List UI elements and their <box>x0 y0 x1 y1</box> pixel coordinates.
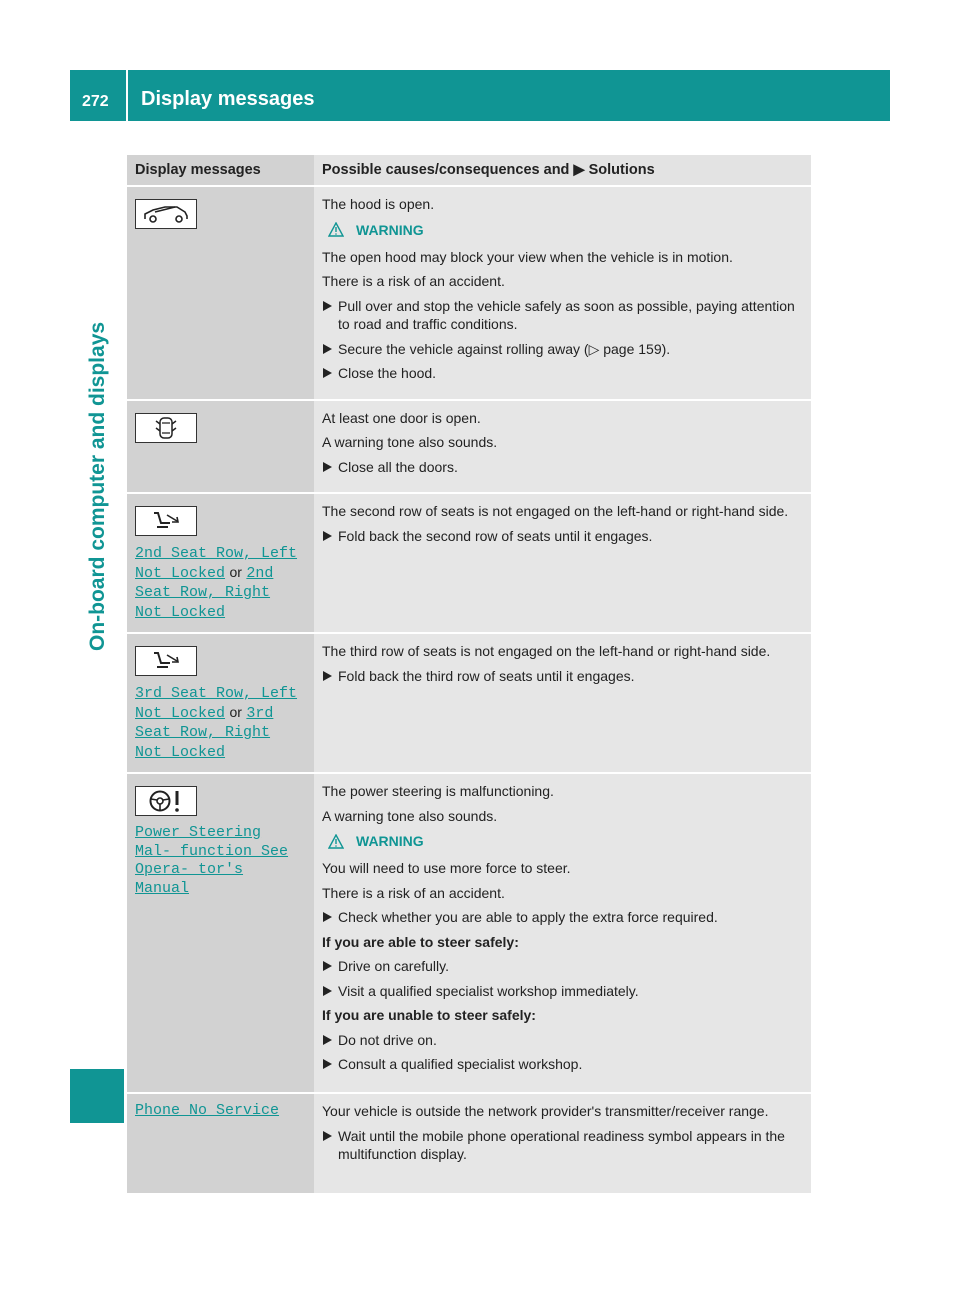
solution-step: Drive on carefully. <box>322 957 803 976</box>
display-message: 3rd Seat Row, Right Not Locked <box>135 704 274 761</box>
or-text: or <box>229 563 242 580</box>
solution-step: Check whether you are able to apply the extra force required. <box>322 908 803 927</box>
table-header-row <box>127 155 811 186</box>
section-label: On-board computer and displays <box>86 321 109 651</box>
solution-cell <box>314 186 811 400</box>
consequence-text: A warning tone also sounds. <box>322 807 498 824</box>
seat-row-icon <box>135 506 197 536</box>
risk-text: There is a risk of an accident. <box>322 884 505 901</box>
warning-text: You will need to use more force to steer. <box>322 860 571 876</box>
table-row <box>127 633 811 773</box>
display-message: Phone No Service <box>135 1102 280 1119</box>
cause-text: The third row of seats is not engaged on the left-hand or right-hand side. <box>322 643 771 659</box>
message-cell <box>127 400 314 494</box>
door-open-icon <box>135 413 197 443</box>
header-divider <box>126 70 128 121</box>
cause-text: The power steering is malfunctioning. <box>322 783 554 799</box>
cause-text: Your vehicle is outside the network provider's transmitter/receiver range. <box>322 1103 769 1119</box>
table-row <box>127 186 811 400</box>
column-header-solutions: Possible causes/consequences and ▶ Solutions <box>314 155 811 186</box>
solution-step: Wait until the mobile phone operational readiness symbol appears in the multifunction display. <box>322 1127 803 1164</box>
risk-text: There is a risk of an accident. <box>322 273 505 289</box>
warning-triangle-icon <box>328 222 344 237</box>
or-text: or <box>229 703 242 720</box>
column-header-messages: Display messages <box>127 155 314 186</box>
solution-cell <box>314 400 811 494</box>
display-message: 3rd Seat Row, Left Not Locked <box>135 685 298 722</box>
solution-step: Do not drive on. <box>322 1031 803 1050</box>
page-title: Display messages <box>141 88 315 110</box>
solution-step: Visit a qualified specialist workshop immediately. <box>322 982 803 1001</box>
warning-triangle-icon <box>328 834 344 849</box>
display-message: 2nd Seat Row, Right Not Locked <box>135 564 274 621</box>
steering-warning-icon <box>135 786 197 816</box>
table-row <box>127 400 811 494</box>
message-cell <box>127 493 314 633</box>
display-message: 2nd Seat Row, Left Not Locked <box>135 545 298 582</box>
cause-text: The second row of seats is not engaged on the left-hand or right-hand side. <box>322 503 789 519</box>
solution-cell <box>314 493 811 633</box>
solution-step: Close all the doors. <box>322 458 803 477</box>
consequence-text: A warning tone also sounds. <box>322 434 498 450</box>
warning-text: The open hood may block your view when the vehicle is in motion. <box>322 248 733 265</box>
warning-heading: WARNING <box>322 833 803 849</box>
cause-text: At least one door is open. <box>322 409 481 426</box>
solution-step: Fold back the third row of seats until it engages. <box>322 667 803 686</box>
side-tab <box>70 121 124 1252</box>
condition-heading: If you are able to steer safely: <box>322 933 519 950</box>
message-cell <box>127 633 314 773</box>
seat-row-icon <box>135 646 197 676</box>
table-row <box>127 1093 811 1193</box>
table-row <box>127 493 811 633</box>
display-messages-table <box>127 155 811 1193</box>
solution-cell <box>314 1093 811 1193</box>
message-cell <box>127 186 314 400</box>
section-marker <box>70 1069 124 1123</box>
solution-cell <box>314 773 811 1093</box>
warning-heading: WARNING <box>322 222 803 238</box>
hood-open-icon <box>135 199 197 229</box>
solution-step: Secure the vehicle against rolling away (▷ page 159). <box>322 340 803 359</box>
message-cell <box>127 773 314 1093</box>
page-header <box>70 70 890 121</box>
solution-step: Pull over and stop the vehicle safely as soon as possible, paying attention to road and traffic conditions. <box>322 297 803 334</box>
cause-text: The hood is open. <box>322 196 435 212</box>
page-number: 272 <box>82 93 109 110</box>
display-message: Power Steering Mal‑ function See Opera‑ tor's Manual <box>135 824 289 897</box>
message-cell <box>127 1093 314 1193</box>
solution-cell <box>314 633 811 773</box>
condition-heading: If you are unable to steer safely: <box>322 1007 536 1023</box>
solution-step: Consult a qualified specialist workshop. <box>322 1055 803 1074</box>
solution-step: Fold back the second row of seats until it engages. <box>322 527 803 546</box>
solution-step: Close the hood. <box>322 364 803 383</box>
table-row <box>127 773 811 1093</box>
